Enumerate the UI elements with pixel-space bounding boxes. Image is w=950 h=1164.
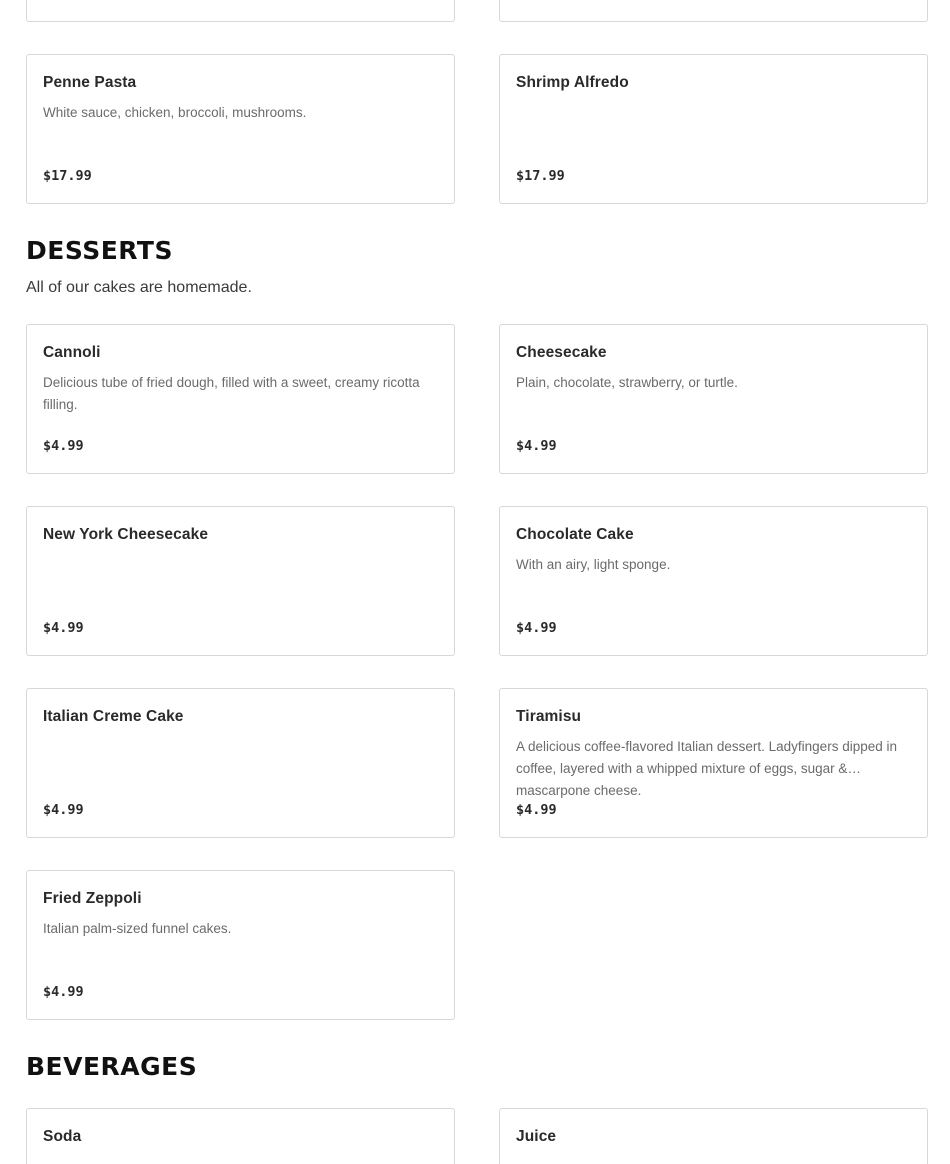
item-name: New York Cheesecake bbox=[43, 526, 209, 543]
menu-item-card-cannoli[interactable] bbox=[26, 324, 455, 474]
menu-item-card-fried-zeppoli[interactable] bbox=[26, 870, 455, 1020]
menu-item-card-penne-pasta[interactable] bbox=[26, 54, 455, 204]
menu-item-card-partial[interactable] bbox=[26, 0, 455, 22]
menu-item-card-shrimp-alfredo[interactable] bbox=[499, 54, 928, 204]
item-description: A delicious coffee-flavored Italian dessert. Ladyfingers dipped in coffee, layered with a whipped mixture of eggs, sugar & mascarpone cheese. bbox=[516, 739, 897, 798]
item-price: $17.99 bbox=[43, 168, 92, 184]
item-name: Soda bbox=[43, 1128, 82, 1145]
menu-item-card-soda[interactable] bbox=[26, 1108, 455, 1164]
menu-item-card-new-york-cheesecake[interactable] bbox=[26, 506, 455, 656]
item-name: Juice bbox=[516, 1128, 557, 1145]
item-description: Plain, chocolate, strawberry, or turtle. bbox=[516, 375, 738, 390]
item-price: $4.99 bbox=[516, 438, 557, 454]
item-name: Penne Pasta bbox=[43, 74, 137, 91]
menu-item-card-italian-creme-cake[interactable] bbox=[26, 688, 455, 838]
item-name: Italian Creme Cake bbox=[43, 708, 184, 725]
item-description: With an airy, light sponge. bbox=[516, 557, 671, 572]
menu-item-card-cheesecake[interactable] bbox=[499, 324, 928, 474]
menu-item-card-partial[interactable] bbox=[499, 0, 928, 22]
section-title-desserts: DESSERTS bbox=[26, 236, 173, 265]
item-price: $17.99 bbox=[516, 168, 565, 184]
item-name: Tiramisu bbox=[516, 708, 582, 725]
item-price: $4.99 bbox=[43, 438, 84, 454]
item-name: Cheesecake bbox=[516, 344, 607, 361]
menu-item-card-juice[interactable] bbox=[499, 1108, 928, 1164]
item-name: Fried Zeppoli bbox=[43, 890, 142, 907]
section-title-beverages: BEVERAGES bbox=[26, 1052, 198, 1081]
item-price: $4.99 bbox=[43, 620, 84, 636]
section-subtitle-desserts: All of our cakes are homemade. bbox=[26, 279, 252, 296]
item-name: Chocolate Cake bbox=[516, 526, 634, 543]
item-name: Shrimp Alfredo bbox=[516, 74, 629, 91]
item-description: Delicious tube of fried dough, filled with a sweet, creamy ricotta filling. bbox=[43, 375, 420, 412]
item-price: $4.99 bbox=[516, 620, 557, 636]
item-price: $4.99 bbox=[43, 984, 84, 1000]
item-name: Cannoli bbox=[43, 344, 101, 361]
item-description: White sauce, chicken, broccoli, mushrooms. bbox=[43, 105, 307, 120]
menu-item-card-tiramisu[interactable] bbox=[499, 688, 928, 838]
item-price: $4.99 bbox=[516, 802, 557, 818]
item-description: Italian palm-sized funnel cakes. bbox=[43, 921, 232, 936]
item-price: $4.99 bbox=[43, 802, 84, 818]
menu-item-card-chocolate-cake[interactable] bbox=[499, 506, 928, 656]
